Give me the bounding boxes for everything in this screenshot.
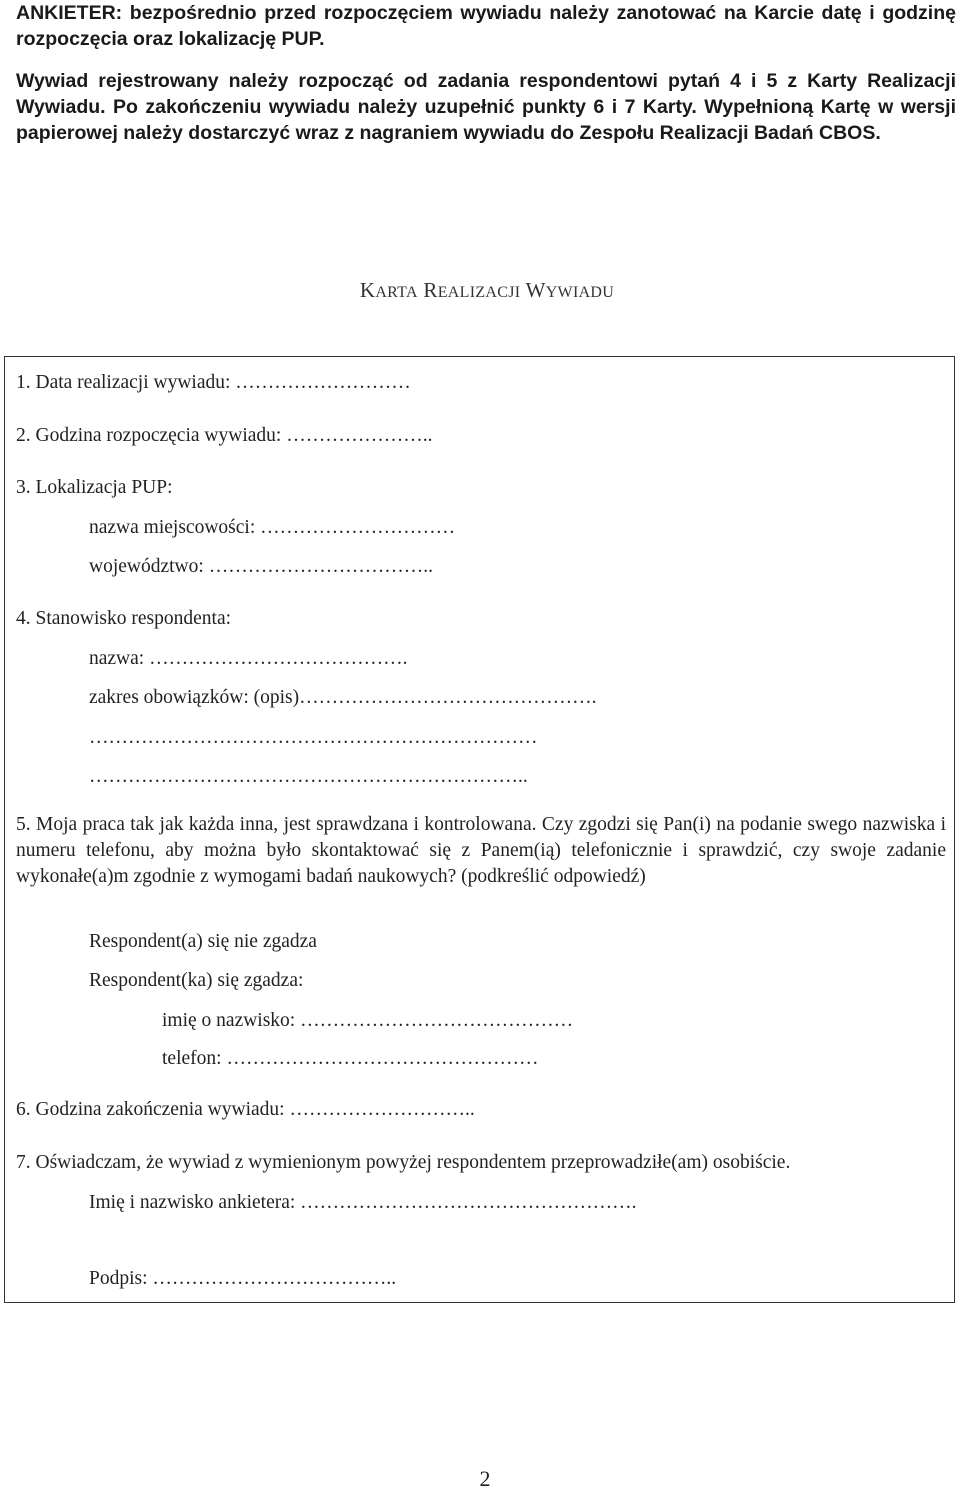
instruction-paragraph-2: Wywiad rejestrowany należy rozpocząć od zadania respondentowi pytań 4 i 5 z Karty Realizacji Wywiadu. Po zakończeniu wywiadu należy uzupełnić punkty 6 i 7 Karty. Wypełnioną Kartę w wersji papierowej należy dostarczyć wraz z nagraniem wywiadu do Zespołu Realizacji Badań CBOS. — [16, 69, 956, 145]
field-position-name[interactable] — [89, 646, 407, 672]
field-label: zakres obowiązków: (opis) — [89, 687, 300, 708]
field-duties-description[interactable] — [89, 685, 596, 711]
fill-in-dots: ………………….. — [286, 425, 433, 446]
field-locality-name[interactable] — [89, 515, 455, 541]
option-label: Respondent(a) się nie zgadza — [89, 931, 317, 952]
declaration-text: 7. Oświadczam, że wywiad z wymienionym powyżej respondentem przeprowadziłe(am) osobiście. — [16, 1152, 791, 1173]
field-label: telefon: — [162, 1048, 227, 1069]
section-label: 3. Lokalizacja PUP: — [16, 477, 173, 498]
fill-in-dots: ………………………………………… — [226, 1048, 539, 1069]
field-label: Imię i nazwisko ankietera: — [89, 1192, 301, 1213]
section-respondent-position — [16, 606, 231, 632]
section-pup-location — [16, 475, 173, 501]
field-interviewer-name[interactable] — [89, 1190, 637, 1216]
fill-in-dots: ……………………….. — [289, 1099, 475, 1120]
interviewer-declaration — [16, 1150, 790, 1176]
page-number: 2 — [479, 1466, 491, 1491]
field-label: 6. Godzina zakończenia wywiadu: — [16, 1099, 290, 1120]
field-voivodeship[interactable] — [89, 554, 433, 580]
instruction-paragraph-1: ANKIETER: bezpośrednio przed rozpoczęciem wywiadu należy zanotować na Karcie datę i godzinę rozpoczęcia oraz lokalizację PUP. — [16, 2, 956, 51]
field-label: województwo: — [89, 556, 209, 577]
field-end-time[interactable] — [16, 1097, 475, 1123]
field-label: Podpis: — [89, 1268, 153, 1289]
field-respondent-phone[interactable] — [162, 1046, 538, 1072]
fill-in-dots: ……………………………….. — [152, 1268, 397, 1289]
field-label: nazwa: — [89, 648, 150, 669]
field-label: imię o nazwisko: — [162, 1010, 301, 1031]
fill-in-dots: …………………………………………………………… — [89, 727, 538, 748]
fill-in-dots: …………………………………. — [149, 648, 408, 669]
field-respondent-name[interactable] — [162, 1008, 573, 1034]
field-label: 1. Data realizacji wywiadu: — [16, 372, 236, 393]
consent-question: 5. Moja praca tak jak każda inna, jest sprawdzana i kontrolowana. Czy zgodzi się Pan(i) na podanie swego nazwiska i numeru telefonu, aby można było skontaktować się z Panem(ią) telefonicznie i sprawdzić, czy swoje zadanie wykonałe(a)m zgodnie z wymogami badań naukowych? (podkreślić odpowiedź) — [16, 814, 946, 888]
field-duties-line-2[interactable] — [89, 725, 538, 751]
fill-in-dots: …………………………….. — [208, 556, 433, 577]
fill-in-dots: ……………………… — [235, 372, 411, 393]
field-label: 2. Godzina rozpoczęcia wywiadu: — [16, 425, 287, 446]
section-label: 4. Stanowisko respondenta: — [16, 608, 232, 629]
field-interview-date[interactable] — [16, 370, 411, 396]
option-label: Respondent(ka) się zgadza: — [89, 970, 304, 991]
fill-in-dots: …………………………………… — [300, 1010, 574, 1031]
field-label: nazwa miejscowości: — [89, 517, 261, 538]
field-duties-line-3[interactable] — [89, 764, 528, 790]
fill-in-dots: ………………………………………. — [299, 687, 597, 708]
fill-in-dots: ………………………………………………………….. — [89, 766, 528, 787]
fill-in-dots: ………………………… — [260, 517, 456, 538]
card-title: KARTA REALIZACJI WYWIADU — [359, 278, 615, 302]
field-start-time[interactable] — [16, 423, 432, 449]
instructions — [16, 0, 956, 146]
fill-in-dots: ……………………………………………. — [300, 1192, 637, 1213]
option-respondent-disagrees[interactable] — [89, 929, 317, 955]
field-signature[interactable] — [89, 1266, 396, 1292]
option-respondent-agrees[interactable] — [89, 968, 303, 994]
